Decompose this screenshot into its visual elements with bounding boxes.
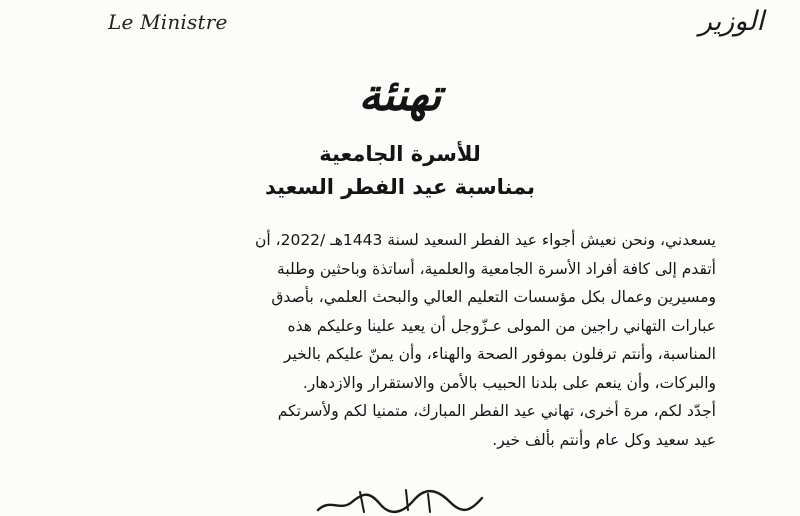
signature-image xyxy=(310,486,490,516)
body-line: المناسبة، وأنتم ترفلون بموفور الصحة والهناء، وأن يمنّ عليكم بالخير xyxy=(283,345,716,363)
body-line: ومسيرين وعمال بكل مؤسسات التعليم العالي والبحث العلمي، بأصدق xyxy=(271,288,716,306)
body-line: يسعدني، ونحن نعيش أجواء عيد الفطر السعيد لسنة 1443هـ /2022، أن xyxy=(254,231,716,249)
header-minister-arabic: الوزير xyxy=(698,6,764,37)
header-minister-french: Le Ministre xyxy=(108,10,228,34)
subtitle-line-2: بمناسبة عيد الفطر السعيد xyxy=(264,175,536,199)
letter-body xyxy=(78,226,716,454)
greeting-title: تهنئة xyxy=(358,70,442,121)
body-line: أتقدم إلى كافة أفراد الأسرة الجامعية والعلمية، أساتذة وباحثين وطلبة xyxy=(277,259,716,278)
body-line: عبارات التهاني راجين من المولى عـزّوجل أن يعيد علينا وعليكم هذه xyxy=(287,316,716,335)
subtitle-line-1: للأسرة الجامعية xyxy=(319,142,481,166)
body-line: عيد سعيد وكل عام وأنتم بألف خير. xyxy=(492,430,716,449)
body-line: والبركات، وأن ينعم على بلدنا الحبيب بالأمن والاستقرار والازدهار. xyxy=(302,373,716,392)
body-line: أجدّد لكم، مرة أخرى، تهاني عيد الفطر المبارك، متمنيا لكم ولأسرتكم xyxy=(277,402,716,420)
